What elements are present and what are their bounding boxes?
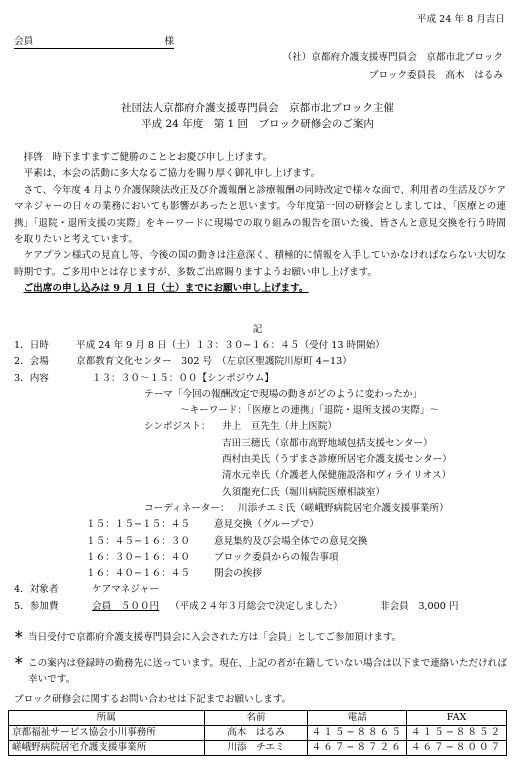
title-organizer: 社団法人京都府介護支援専門員会 京都市北ブロック主催	[121, 102, 394, 114]
column-header: 名前	[204, 711, 308, 726]
venue-row	[14, 356, 506, 372]
table-header-row	[9, 711, 507, 726]
note-text: この案内は登録時の勤務先に送っています。現在、上記の者が在籍していない場合は以下まで連絡いただければ幸いです。	[28, 658, 507, 685]
sender-name: ブロック委員長 高木 はるみ	[368, 70, 503, 81]
thanks-paragraph: 平素は、本会の活動に多大なるご協力を賜り厚く御礼申し上げます。	[23, 168, 321, 180]
page-title: 平成 24 年度 第 1 回 ブロック研修会のご案内	[141, 118, 374, 130]
fee-row	[14, 601, 506, 617]
schedule-desc: 閉会の挨拶	[214, 568, 262, 580]
schedule-time: １６：４０−１６：４５	[86, 568, 190, 580]
date-label: 1．日時	[14, 340, 49, 351]
coordinator-label: コーディネーター：	[144, 502, 230, 514]
coordinator-name: 川添チエミ氏（嵯峨野病院居宅介護支援事業所）	[238, 502, 449, 514]
fax-cell: ４６７−８００７	[407, 741, 507, 756]
note-text: 当日受付で京都府介護支援専門員会に入会された方は「会員」としてご参加頂けます。	[28, 632, 402, 643]
venue-value: 京都教育文化センター 302 号 （左京区聖護院川原町 4−13）	[76, 356, 352, 368]
symposist-name: 井上 亘先生（井上医院）	[222, 421, 338, 433]
fee-nonmember: 非会員 3,000 円	[380, 600, 459, 612]
symposist-label: シンポジスト：	[144, 421, 211, 433]
schedule-desc: 意見集約及び会場全体での意見交換	[214, 535, 368, 547]
purpose-paragraph: さて、今年度 4 月より介護保険法改正及び介護報酬と診療報酬の同時改定で様々な面で、利用者の生活及びケアマネジャーの日々の業務においても影響があったと思います。今年度第一回の研修会としましては、｢医療との連携｣「退院・退所支援の実際」をキーワードに現場での取り組みの報告を頂いた後、皆さんと意見交換を行う時間を取りたいと考えています。	[14, 184, 506, 246]
symposist-name: 西村由美氏（うずまさ診療所居宅介護支援センター）	[222, 454, 452, 466]
column-header: FAX	[407, 711, 507, 726]
issue-date: 平成 24 年 8 月吉日	[416, 14, 505, 25]
asterisk-icon: ＊	[14, 630, 24, 641]
schedule-row	[14, 536, 506, 552]
letter-body	[14, 150, 506, 298]
name-cell: 高木 はるみ	[204, 726, 308, 741]
table-row	[9, 726, 507, 741]
recipient-line	[14, 36, 174, 49]
target-row	[14, 584, 506, 600]
symposist-row	[14, 438, 506, 454]
column-header: 電話	[308, 711, 407, 726]
phone-cell: ４６７−８７２６	[308, 741, 407, 756]
schedule-desc: 意見交換（グループで）	[214, 519, 320, 531]
symposist-row	[14, 487, 506, 503]
date-value: 平成 24 年 9 月 8 日（土）１３：３０−１６：４５（受付 13 時開始）	[76, 340, 385, 351]
name-cell: 川添 チエミ	[204, 741, 308, 756]
affiliation-cell: 嵯峨野病院居宅介護支援事業所	[9, 741, 205, 756]
schedule-desc: ブロック委員からの報告事項	[214, 551, 339, 563]
symposist-name: 清水元幸氏（介護老人保健施設洛和ヴィライリオス）	[222, 470, 452, 482]
contact-intro: ブロック研修会に関するお問い合わせは下記までお願いします。	[14, 694, 292, 705]
theme-row	[14, 389, 506, 405]
request-paragraph: ケアプラン様式の見直し等、今後の国の動きは注意深く、積極的に情報を入手していかなければならない大切な時期です。ご多用中とは存じますが、多数ご出席賜りますようお願い申し上げます。	[14, 250, 506, 278]
content-row	[14, 373, 506, 389]
ki-heading: 記	[252, 324, 263, 335]
fee-label: 5．参加費	[14, 600, 59, 612]
table-row	[9, 741, 507, 756]
note-item	[14, 656, 508, 687]
symposist-name: 吉田三穂氏（京都市高野地域包括支援センター）	[222, 437, 433, 449]
sender-organization: （社）京都府介護支援専門員会 京都市北ブロック	[282, 52, 503, 63]
event-details	[14, 340, 506, 617]
affiliation-cell: 京都福祉サービス協会小川事務所	[9, 726, 205, 741]
greeting-paragraph: 拝啓 時下ますますご健勝のこととお慶び申し上げます。	[23, 152, 273, 163]
keyword-row	[14, 405, 506, 421]
recipient-label: 会員	[14, 36, 34, 47]
venue-label: 2．会場	[14, 356, 49, 368]
schedule-time: １６：３０−１６：４０	[86, 551, 190, 563]
recipient-suffix: 様	[164, 36, 174, 47]
schedule-row	[14, 568, 506, 584]
note-item	[14, 630, 508, 646]
schedule-time: １５：４５−１６：３０	[86, 535, 190, 547]
theme-text: テーマ「今回の報酬改定で現場の動きがどのように変わったか」	[144, 388, 423, 400]
session1-time: １３：３０〜１５：００【シンポジウム】	[92, 372, 274, 384]
phone-cell: ４１５−８８６５	[308, 726, 407, 741]
schedule-row	[14, 519, 506, 535]
keyword-text: 〜キーワード：｢医療との連携｣「退院・退所支援の実際」〜	[180, 405, 440, 417]
contact-table	[8, 710, 507, 756]
target-value: ケアマネジャー	[92, 584, 159, 596]
schedule-row	[14, 552, 506, 568]
asterisk-icon: ＊	[14, 656, 24, 667]
symposist-name: 久須龍充仁氏（堀川病院医療相談室）	[222, 486, 386, 498]
symposist-row	[14, 454, 506, 470]
column-header: 所属	[9, 711, 205, 726]
symposist-row	[14, 421, 506, 437]
coordinator-row	[14, 503, 506, 519]
symposist-row	[14, 470, 506, 486]
content-label: 3．内容	[14, 372, 49, 384]
fax-cell: ４１５−８８５２	[407, 726, 507, 741]
date-row	[14, 340, 506, 356]
deadline-notice: ご出席の申し込みは 9 月 1 日（土）までにお願い申し上げます。	[23, 283, 309, 295]
schedule-time: １５：１５−１５：４５	[86, 519, 190, 531]
fee-member: 会員 ５００円	[92, 600, 160, 612]
target-label: 4．対象者	[14, 584, 59, 596]
fee-note: （平成２４年３月総会で決定しました）	[170, 600, 343, 612]
